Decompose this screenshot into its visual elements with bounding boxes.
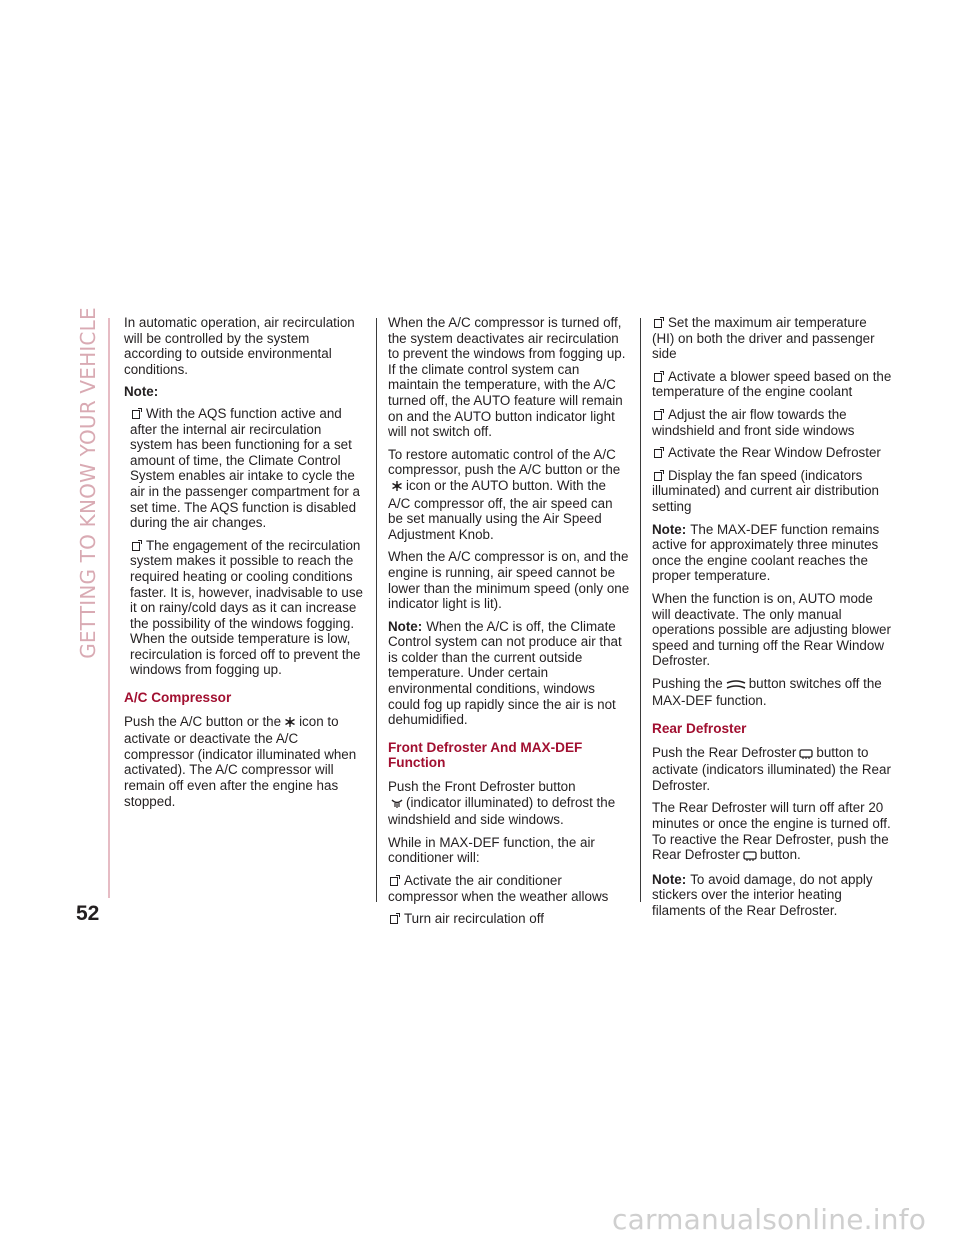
bullet-activate-ac: Activate the air conditioner compressor when the weather allows	[388, 873, 609, 904]
column-2	[388, 315, 630, 934]
bullet-air-flow: Adjust the air flow towards the windshield and front side windows	[652, 406, 855, 438]
checkbox-bullet-icon	[132, 410, 140, 419]
rear-defroster-paragraph: Push the Rear Defroster button to activate (indicators illuminated) the Rear Defroster.	[652, 744, 891, 793]
checkbox-bullet-icon	[654, 449, 662, 458]
column-3	[652, 315, 892, 926]
bullet-recirculation: The engagement of the recirculation system makes it possible to reach the required heating or cooling conditions faster. It is, however, inadvisable to use it on rainy/cold days as it can increase the possibility of the windows fogging. When the outside temperature is low, recirculation is forced off to prevent the windows from fogging up.	[130, 537, 363, 678]
checkbox-bullet-icon	[390, 877, 398, 886]
max-defrost-icon	[726, 678, 746, 694]
bullet-rear-window: Activate the Rear Window Defroster	[652, 445, 892, 461]
checkbox-bullet-icon	[132, 542, 140, 551]
bullet-aqs: With the AQS function active and after the internal air recirculation system has been functioning for a set amount of time, the Climate Control System enables air intake to cycle the air in the passenger compartment for a set time. The AQS function is disabled during the air changes.	[130, 405, 360, 531]
checkbox-bullet-icon	[390, 915, 398, 924]
checkbox-bullet-icon	[654, 373, 662, 382]
page-number: 52	[76, 902, 100, 925]
column-1	[124, 315, 364, 816]
restore-paragraph: To restore automatic control of the A/C compressor, push the A/C button or the icon or the AUTO button. With the A/C compressor off, the air speed can be set manually using the Air Speed Adjustment Knob.	[388, 446, 621, 542]
maxdef-paragraph: While in MAX-DEF function, the air conditioner will:	[388, 834, 595, 866]
section-side-tab	[74, 307, 102, 659]
column-divider-1	[376, 318, 377, 902]
pushing-paragraph: Pushing the button switches off the MAX-DEF function.	[652, 675, 882, 709]
note-maxdef: Note: The MAX-DEF function remains active for approximately three minutes once the engine coolant reaches the proper temperature.	[652, 521, 880, 584]
heading-front-defroster: Front Defroster And MAX-DEF Function	[388, 739, 583, 771]
checkbox-bullet-icon	[654, 319, 662, 328]
footer-watermark: carmanualsonline.info	[612, 1203, 927, 1236]
ac-on-paragraph: When the A/C compressor is on, and the engine is running, air speed cannot be lower than the minimum speed (only one indicator light is lit).	[388, 549, 630, 612]
note-ac-off: Note: When the A/C is off, the Climate Control system can not produce air that is colder than the current outside temperature. Under certain environmental conditions, windows could fog up rapidly since the air is not dehumidified.	[388, 618, 622, 728]
function-on-paragraph: When the function is on, AUTO mode will deactivate. The only manual operations possible are adjusting blower speed and turning off the Rear Window Defroster.	[652, 590, 891, 669]
checkbox-bullet-icon	[654, 472, 662, 481]
bullet-fan-speed: Display the fan speed (indicators illuminated) and current air distribution setting	[652, 467, 880, 514]
front-defroster-paragraph: Push the Front Defroster button (indicator illuminated) to defrost the windshield and side windows.	[388, 779, 616, 828]
section-title: GETTING TO KNOW YOUR VEHICLE	[76, 307, 100, 659]
rear-turn-off-paragraph: The Rear Defroster will turn off after 20 minutes or once the engine is turned off. To reactive the Rear Defroster, push the Rear Defroster button.	[652, 800, 892, 864]
rear-defroster-icon	[799, 747, 813, 763]
note-label: Note:	[124, 384, 159, 400]
bullet-max-temp: Set the maximum air temperature (HI) on both the driver and passenger side	[652, 315, 875, 362]
heading-rear-defroster: Rear Defroster	[652, 721, 747, 737]
bullet-blower-speed: Activate a blower speed based on the temperature of the engine coolant	[652, 368, 892, 400]
side-divider	[108, 318, 110, 898]
rear-defroster-icon	[743, 849, 757, 865]
column-divider-2	[640, 318, 641, 902]
bullet-recirc-off: Turn air recirculation off	[388, 911, 630, 927]
intro-paragraph: In automatic operation, air recirculation will be controlled by the system according to outside environmental conditions.	[124, 315, 355, 377]
note-stickers: Note: To avoid damage, do not apply stickers over the interior heating filaments of the Rear Defroster.	[652, 871, 873, 918]
ac-off-paragraph: When the A/C compressor is turned off, the system deactivates air recirculation to prevent the windows from fogging up. If the climate control system can maintain the temperature, with the A/C turned off, the AUTO feature will remain on and the AUTO button indicator light will not switch off.	[388, 315, 626, 440]
checkbox-bullet-icon	[654, 411, 662, 420]
snowflake-icon	[391, 480, 403, 496]
heading-ac-compressor: A/C Compressor	[124, 690, 232, 706]
front-defroster-icon	[391, 797, 403, 813]
ac-paragraph: Push the A/C button or the icon to activate or deactivate the A/C compressor (indicator illuminated when activated). The A/C compressor will remain off even after the engine has stopped.	[124, 713, 357, 809]
snowflake-icon	[284, 716, 296, 732]
